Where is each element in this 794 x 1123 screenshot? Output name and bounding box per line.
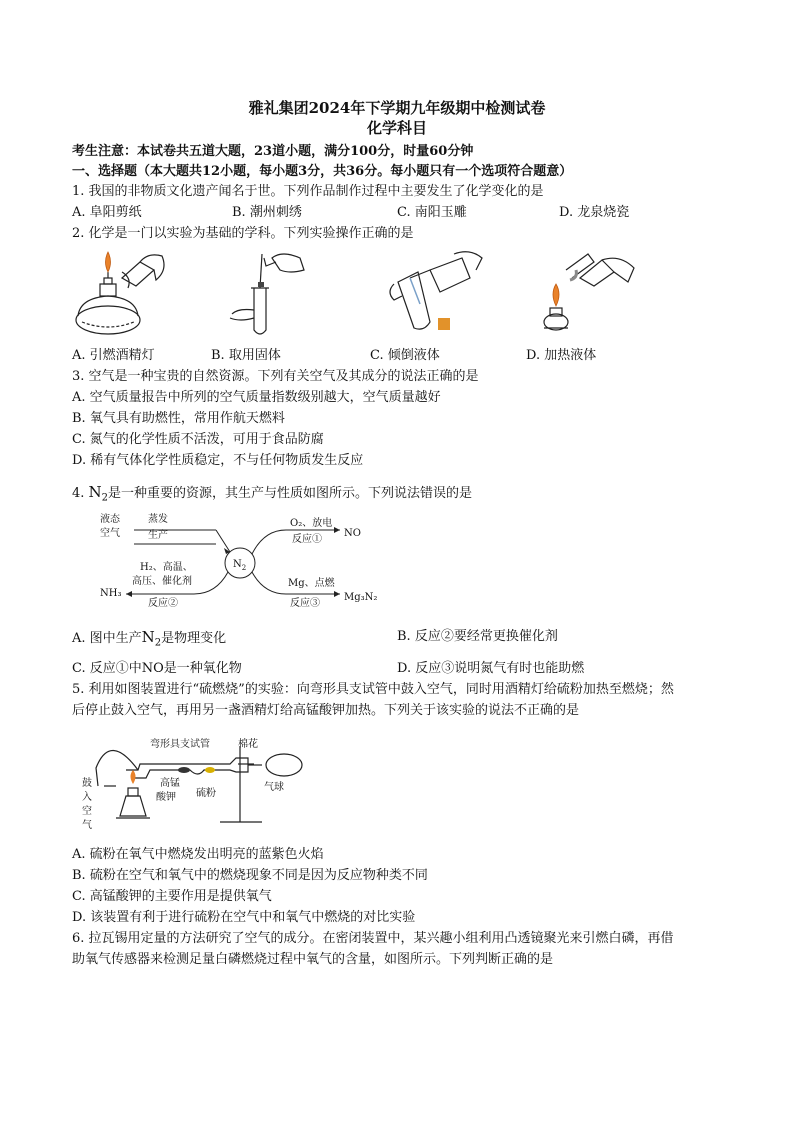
diag-evap-2: 生产	[148, 530, 168, 541]
q4-stem	[72, 484, 472, 507]
diag-r1-label: 反应①	[292, 534, 322, 545]
svg-text:N2	[233, 559, 246, 572]
q2-option-d: D. 加热液体	[526, 348, 597, 363]
fig-cotton-label: 棉花	[238, 739, 258, 750]
q4-option-b: B. 反应②要经常更换催化剂	[397, 629, 558, 644]
diag-evap-1: 蒸发	[148, 514, 168, 525]
q2-image-b-solid	[220, 248, 310, 340]
q4-option-a	[72, 629, 226, 652]
diag-r1-cond: O₂、放电	[290, 518, 333, 529]
q6-stem-line1: 6. 拉瓦锡用定量的方法研究了空气的成分。在密闭装置中，某兴趣小组利用凸透镜聚光来引燃白磷，再借	[72, 931, 674, 946]
q2-option-c: C. 倾倒液体	[370, 348, 440, 363]
q4-option-d: D. 反应③说明氮气有时也能助燃	[397, 661, 585, 676]
q5-stem-line2: 后停止鼓入空气，再用另一盏酒精灯给高锰酸钾加热。下列关于该实验的说法不正确的是	[72, 703, 580, 718]
q6-stem-line2: 助氧气传感器来检测足量白磷燃烧过程中氧气的含量，如图所示。下列判断正确的是	[72, 952, 554, 967]
q4-optA-post: 是物理变化	[161, 631, 227, 646]
q4-optA-sub: 2	[154, 637, 162, 649]
q4-stem-rest: 是一种重要的资源，其生产与性质如图所示。下列说法错误的是	[108, 486, 473, 501]
q1-option-a: A. 阜阳剪纸	[72, 205, 142, 220]
q2-option-a: A. 引燃酒精灯	[72, 348, 155, 363]
diag-r2-cond-2: 高压、催化剂	[132, 576, 192, 587]
diag-r2-product: NH₃	[100, 588, 122, 599]
diag-liquid-air-2: 空气	[100, 528, 120, 539]
q3-option-b: B. 氧气具有助燃性，常用作航天燃料	[72, 411, 285, 426]
fig-blow-3: 空	[82, 806, 92, 817]
fig-balloon-label: 气球	[264, 782, 284, 793]
exam-notice: 考生注意：本试卷共五道大题，23道小题，满分100分，时量60分钟	[72, 144, 474, 159]
q3-option-a: A. 空气质量报告中所列的空气质量指数级别越大，空气质量越好	[72, 390, 441, 405]
subject-title: 化学科目	[366, 119, 427, 137]
diag-r2-label: 反应②	[148, 598, 178, 609]
q4-stem-sub: 2	[101, 492, 109, 504]
q4-optA-pre: A. 图中生产	[72, 631, 142, 646]
q2-image-a-alcohol-lamp	[70, 248, 170, 340]
fig-blow-2: 入	[82, 792, 92, 803]
q5-apparatus-figure	[80, 726, 330, 838]
q5-option-c: C. 高锰酸钾的主要作用是提供氧气	[72, 889, 272, 904]
fig-kmno4-1: 高锰	[160, 778, 180, 789]
q1-stem: 1. 我国的非物质文化遗产闻名于世。下列作品制作过程中主要发生了化学变化的是	[72, 184, 544, 199]
fig-blow-1: 鼓	[82, 778, 92, 789]
diag-r3-cond: Mg、点燃	[288, 578, 335, 589]
q2-option-b: B. 取用固体	[211, 348, 281, 363]
q2-stem: 2. 化学是一门以实验为基础的学科。下列实验操作正确的是	[72, 226, 414, 241]
section-heading: 一、选择题（本大题共12小题，每小题3分，共36分。每小题只有一个选项符合题意）	[72, 164, 573, 179]
diag-r1-product: NO	[344, 528, 361, 539]
fig-tube-label: 弯形具支试管	[150, 739, 210, 750]
diag-liquid-air-1: 液态	[100, 514, 120, 525]
q5-stem-line1: 5. 利用如图装置进行“硫燃烧”的实验：向弯形具支试管中鼓入空气，同时用酒精灯给硫粉加热至燃烧；然	[72, 682, 674, 697]
q4-optA-f: N	[141, 628, 155, 646]
diag-center-n: N	[233, 559, 242, 570]
q4-stem-num: 4.	[72, 486, 85, 501]
fig-kmno4-2: 酸钾	[156, 792, 176, 803]
diag-center-sub: 2	[241, 564, 247, 572]
q2-image-d-heat	[540, 248, 640, 340]
q1-option-b: B. 潮州刺绣	[232, 205, 302, 220]
q4-stem-formula: N	[88, 483, 102, 501]
q4-n2-diagram	[90, 508, 390, 618]
q3-option-d: D. 稀有气体化学性质稳定，不与任何物质发生反应	[72, 453, 364, 468]
q5-option-d: D. 该装置有利于进行硫粉在空气中和氧气中燃烧的对比实验	[72, 910, 416, 925]
exam-title: 雅礼集团2024年下学期九年级期中检测试卷	[248, 99, 546, 117]
q1-option-d: D. 龙泉烧瓷	[559, 205, 630, 220]
fig-sulfur-label: 硫粉	[196, 788, 216, 799]
q5-option-b: B. 硫粉在空气和氧气中的燃烧现象不同是因为反应物种类不同	[72, 868, 428, 883]
diag-r2-cond-1: H₂、高温、	[140, 562, 193, 573]
q5-option-a: A. 硫粉在氧气中燃烧发出明亮的蓝紫色火焰	[72, 847, 324, 862]
q2-image-c-pour	[380, 248, 490, 340]
diag-r3-product: Mg₃N₂	[344, 592, 378, 603]
q1-option-c: C. 南阳玉雕	[397, 205, 467, 220]
q3-option-c: C. 氮气的化学性质不活泼，可用于食品防腐	[72, 432, 324, 447]
diag-r3-label: 反应③	[290, 598, 320, 609]
q4-option-c: C. 反应①中NO是一种氧化物	[72, 661, 242, 676]
q3-stem: 3. 空气是一种宝贵的自然资源。下列有关空气及其成分的说法正确的是	[72, 369, 479, 384]
fig-blow-4: 气	[82, 820, 92, 831]
